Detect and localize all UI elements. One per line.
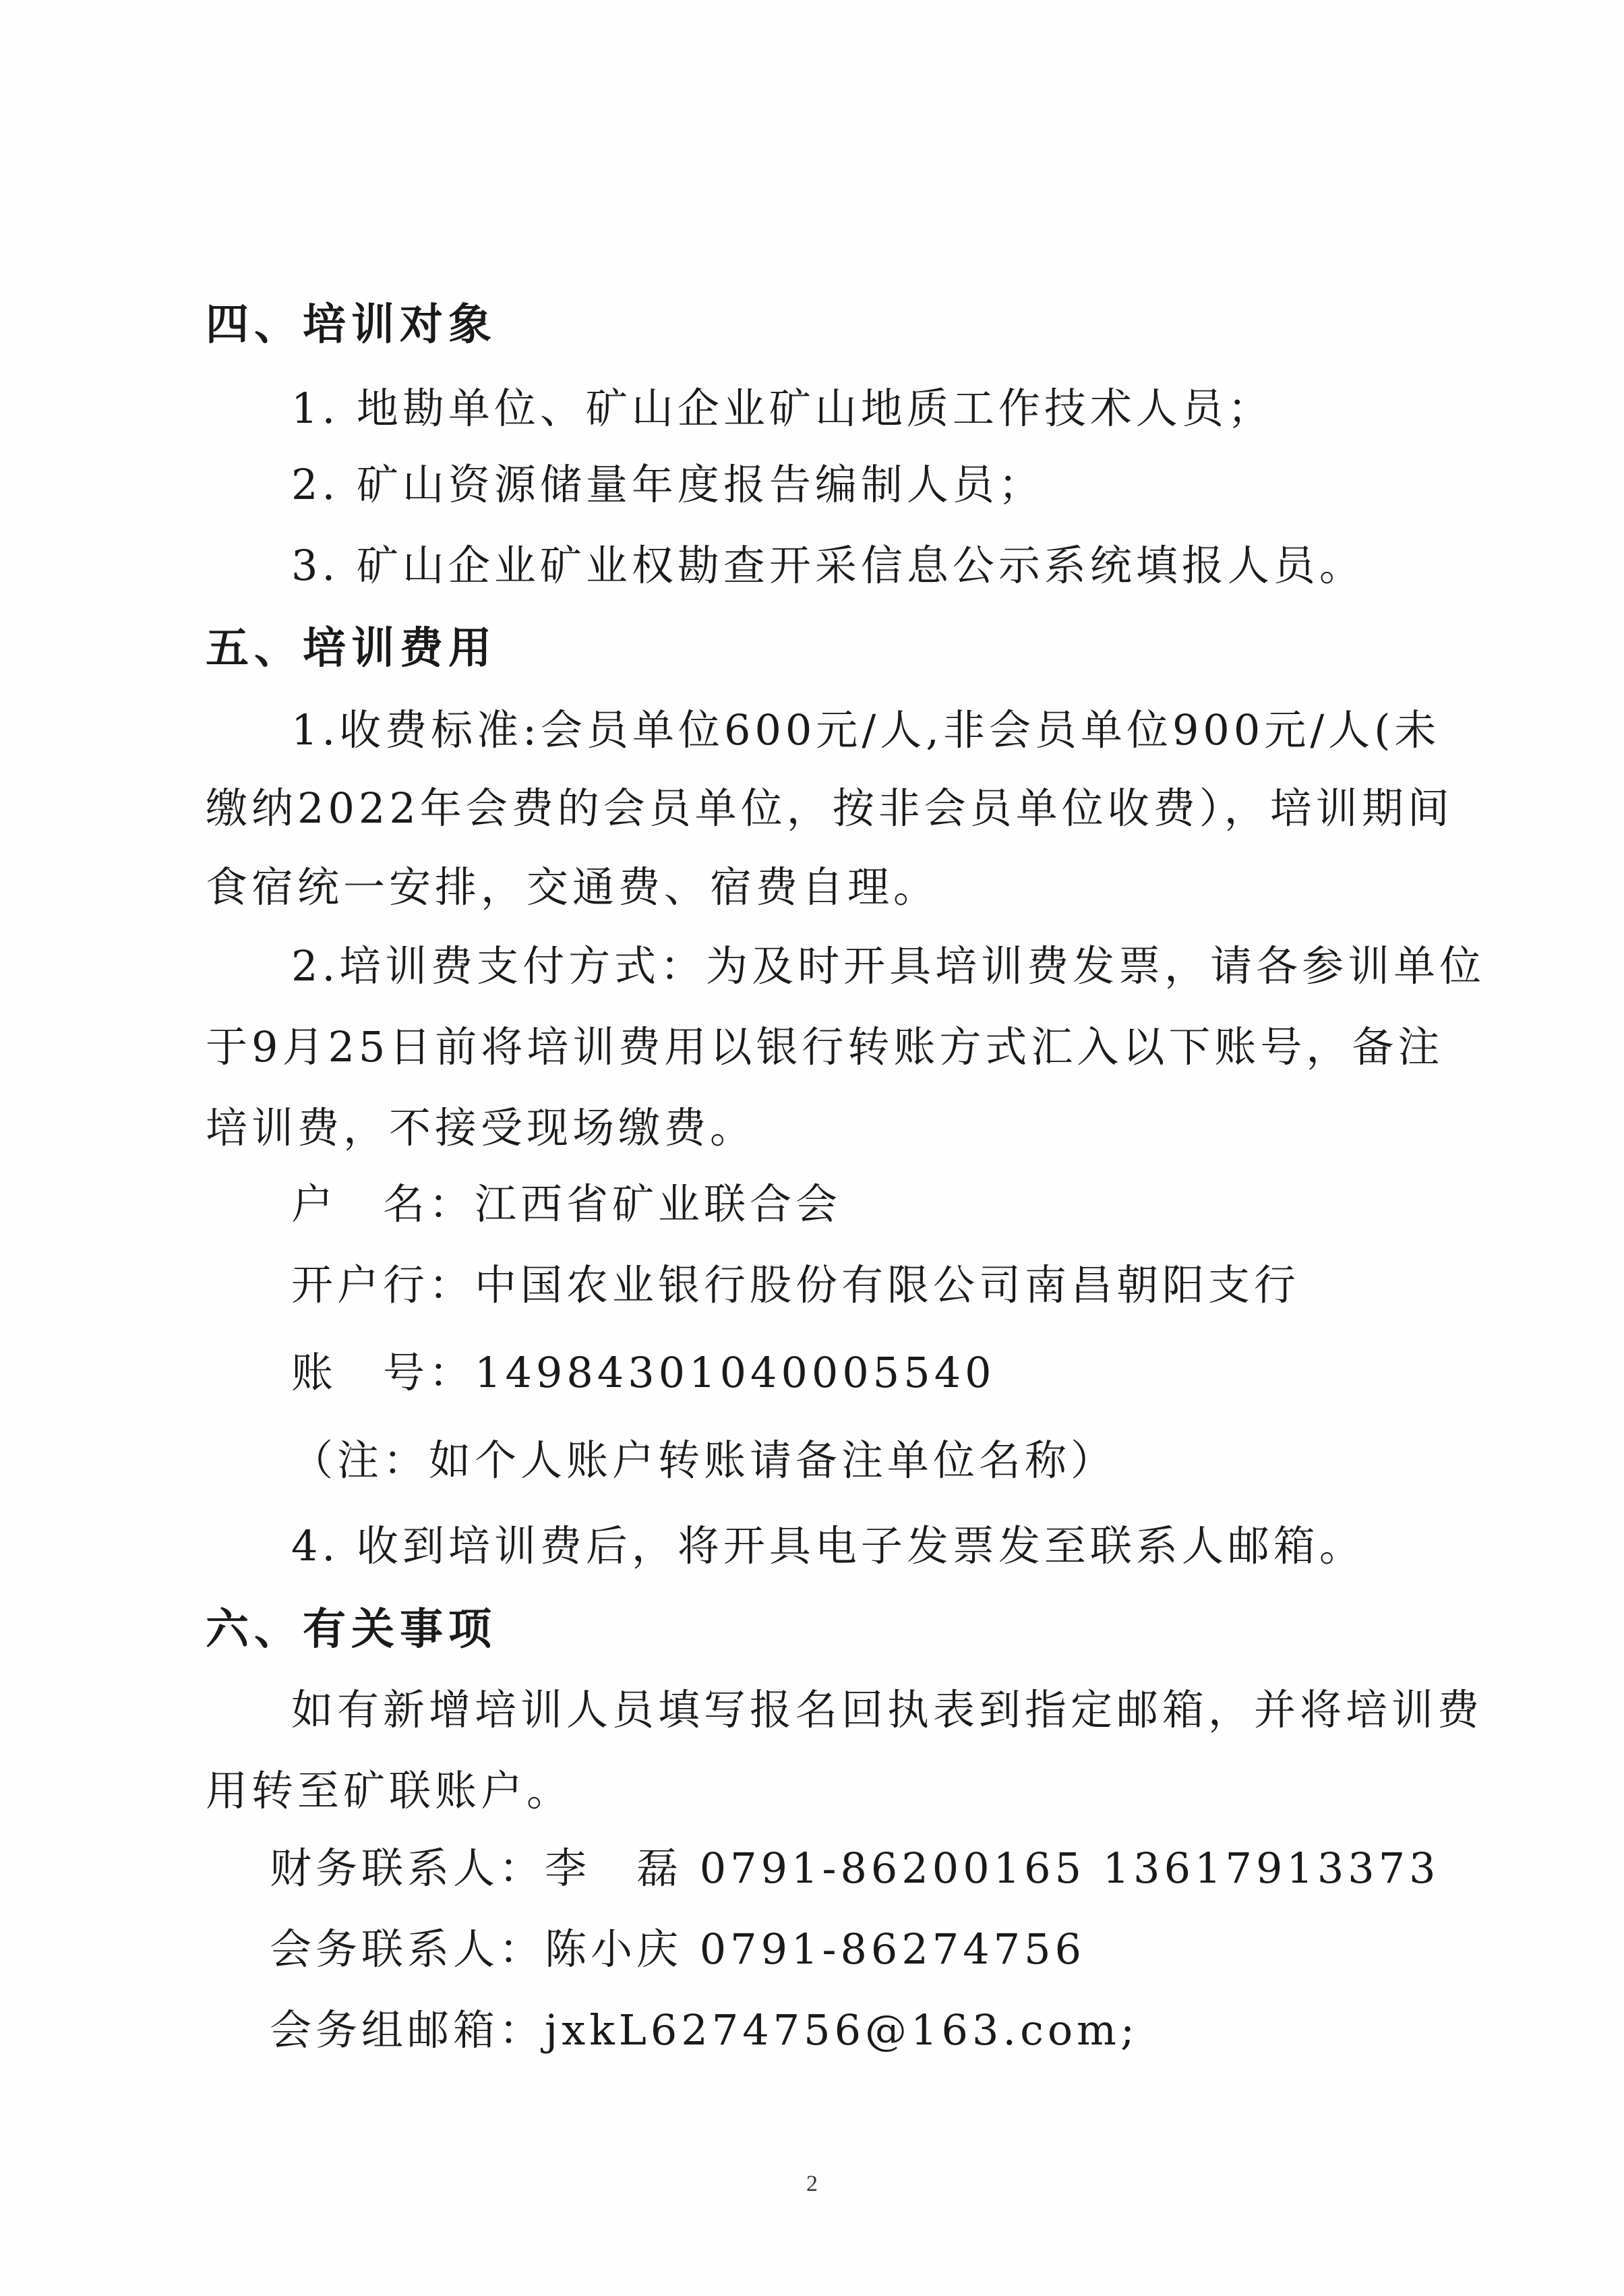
target-item-2: 2. 矿山资源储量年度报告编制人员；: [291, 460, 1044, 509]
section-heading-training-targets: 四、培训对象: [206, 300, 497, 350]
payment-method-line-1: 2.培训费支付方式：为及时开具培训费发票，请各参训单位: [291, 941, 1486, 991]
section-heading-related-matters: 六、有关事项: [206, 1605, 497, 1655]
target-item-3: 3. 矿山企业矿业权勘查开采信息公示系统填报人员。: [291, 541, 1365, 590]
transfer-note: （注：如个人账户转账请备注单位名称）: [291, 1436, 1117, 1485]
account-name: 户 名：江西省矿业联合会: [291, 1179, 842, 1229]
invoice-note: 4. 收到培训费后，将开具电子发票发至联系人邮箱。: [291, 1521, 1365, 1570]
target-item-1: 1. 地勘单位、矿山企业矿山地质工作技术人员；: [291, 384, 1273, 433]
account-number: 账 号：14984301040005540: [291, 1348, 996, 1397]
finance-contact: 财务联系人：李 磊 0791-86200165 13617913373: [270, 1844, 1440, 1893]
related-matters-line-1: 如有新增培训人员填写报名回执表到指定邮箱，并将培训费: [291, 1685, 1484, 1734]
payment-method-line-3: 培训费，不接受现场缴费。: [206, 1103, 756, 1152]
payment-method-line-2: 于9月25日前将培训费用以银行转账方式汇入以下账号，备注: [206, 1022, 1444, 1071]
fee-standard-line-2: 缴纳2022年会费的会员单位，按非会员单位收费），培训期间: [206, 784, 1453, 833]
related-matters-line-2: 用转至矿联账户。: [206, 1766, 573, 1815]
meeting-email: 会务组邮箱：jxkL6274756@163.com;: [270, 2005, 1139, 2055]
meeting-contact: 会务联系人：陈小庆 0791-86274756: [270, 1924, 1086, 1974]
page-number: 2: [806, 2171, 818, 2196]
fee-standard-line-1: 1.收费标准:会员单位600元/人,非会员单位900元/人(未: [291, 705, 1441, 755]
section-heading-training-fees: 五、培训费用: [206, 624, 497, 674]
fee-standard-line-3: 食宿统一安排，交通费、宿费自理。: [206, 862, 940, 912]
bank-name: 开户行：中国农业银行股份有限公司南昌朝阳支行: [291, 1260, 1300, 1309]
